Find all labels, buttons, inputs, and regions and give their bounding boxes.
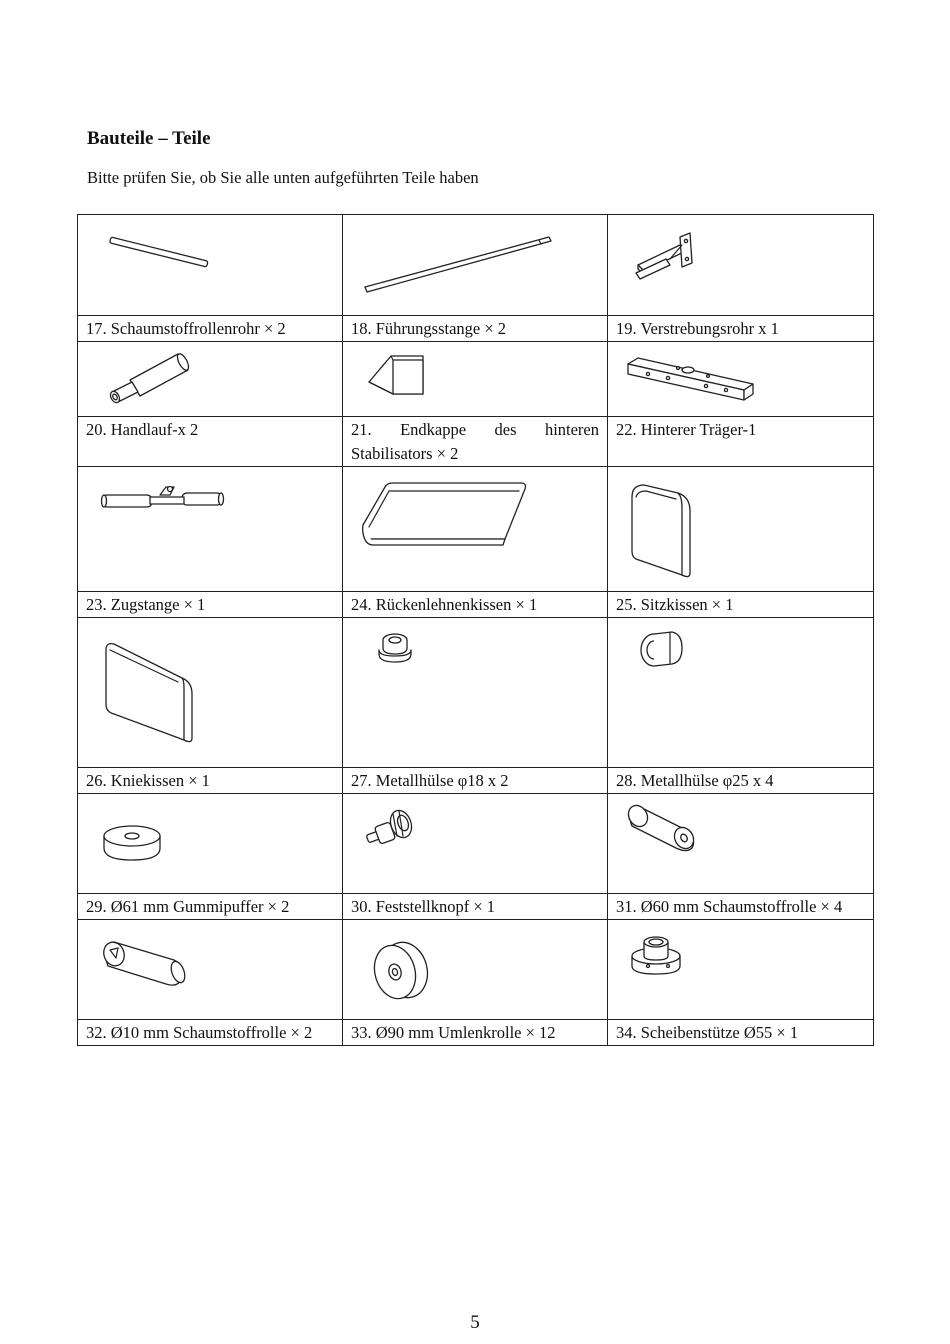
seat-cushion-icon (608, 467, 874, 592)
metal-sleeve-25-icon (608, 618, 874, 768)
part-22-label: 22. Hinterer Träger-1 (608, 417, 874, 467)
image-row (78, 467, 874, 592)
part-32-label: 32. Ø10 mm Schaumstoffrolle × 2 (78, 1020, 343, 1046)
backrest-cushion-icon (343, 467, 608, 592)
part-28-label: 28. Metallhülse φ25 x 4 (608, 768, 874, 794)
part-25-image (608, 467, 874, 592)
part-26-label: 26. Kniekissen × 1 (78, 768, 343, 794)
rear-beam-icon (608, 342, 874, 417)
foam-roller-tube-icon (78, 215, 343, 316)
pulley-icon (343, 920, 608, 1020)
part-33-image (343, 920, 608, 1020)
part-31-image (608, 794, 874, 894)
part-24-label: 24. Rückenlehnenkissen × 1 (343, 592, 608, 618)
image-row (78, 794, 874, 894)
brace-tube-icon (608, 215, 874, 316)
part-30-label: 30. Feststellknopf × 1 (343, 894, 608, 920)
part-29-image (78, 794, 343, 894)
image-row (78, 920, 874, 1020)
image-row (78, 215, 874, 316)
part-33-label: 33. Ø90 mm Umlenkrolle × 12 (343, 1020, 608, 1046)
part-23-image (78, 467, 343, 592)
label-row (78, 417, 874, 467)
locking-knob-icon (343, 794, 608, 894)
part-19-image (608, 215, 874, 316)
parts-table (77, 214, 874, 1046)
label-row (78, 592, 874, 618)
intro-text: Bitte prüfen Sie, ob Sie alle unten aufgeführten Teile haben (87, 168, 479, 187)
part-19-label: 19. Verstrebungsrohr x 1 (608, 316, 874, 342)
page-title: Bauteile – Teile (87, 128, 211, 149)
part-31-label: 31. Ø60 mm Schaumstoffrolle × 4 (608, 894, 874, 920)
rubber-bumper-icon (78, 794, 343, 894)
disc-support-icon (608, 920, 874, 1020)
page-number: 5 (470, 1312, 480, 1333)
knee-cushion-icon (78, 618, 343, 768)
part-29-label: 29. Ø61 mm Gummipuffer × 2 (78, 894, 343, 920)
part-28-image (608, 618, 874, 768)
image-row (78, 342, 874, 417)
image-row (78, 618, 874, 768)
part-23-label: 23. Zugstange × 1 (78, 592, 343, 618)
part-27-image (343, 618, 608, 768)
part-22-image (608, 342, 874, 417)
part-17-image (78, 215, 343, 316)
label-row (78, 768, 874, 794)
part-20-image (78, 342, 343, 417)
end-cap-icon (343, 342, 608, 417)
label-row (78, 1020, 874, 1046)
part-30-image (343, 794, 608, 894)
label-row (78, 316, 874, 342)
part-18-image (343, 215, 608, 316)
foam-roller-60-icon (608, 794, 874, 894)
pull-bar-icon (78, 467, 343, 592)
part-32-image (78, 920, 343, 1020)
part-24-image (343, 467, 608, 592)
part-20-label: 20. Handlauf-x 2 (78, 417, 343, 467)
handrail-icon (78, 342, 343, 417)
guide-rod-icon (343, 215, 608, 316)
part-21-image (343, 342, 608, 417)
part-25-label: 25. Sitzkissen × 1 (608, 592, 874, 618)
part-26-image (78, 618, 343, 768)
foam-roller-10-icon (78, 920, 343, 1020)
part-34-label: 34. Scheibenstütze Ø55 × 1 (608, 1020, 874, 1046)
part-21-label: 21. Endkappe des hinteren Stabilisators × 2 (343, 417, 608, 467)
metal-sleeve-18-icon (343, 618, 608, 768)
part-27-label: 27. Metallhülse φ18 x 2 (343, 768, 608, 794)
part-17-label: 17. Schaumstoffrollenrohr × 2 (78, 316, 343, 342)
part-18-label: 18. Führungsstange × 2 (343, 316, 608, 342)
part-34-image (608, 920, 874, 1020)
label-row (78, 894, 874, 920)
